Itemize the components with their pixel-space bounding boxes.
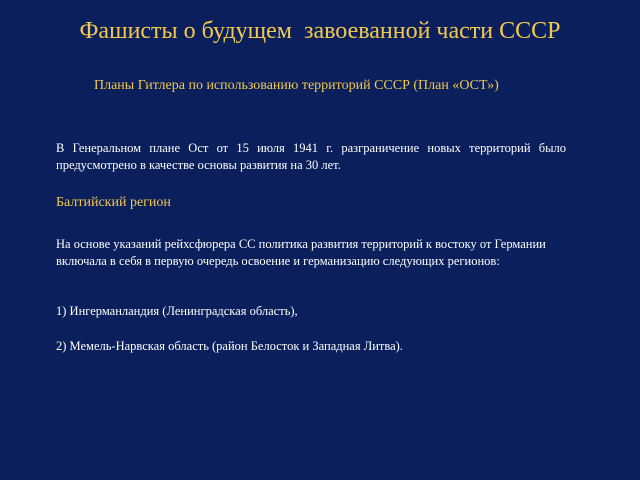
list-item: 2) Мемель-Нарвская область (район Белосток и Западная Литва). bbox=[56, 339, 403, 353]
paragraph-general-plan: В Генеральном плане Ост от 15 июля 1941 г. разграничение новых территорий было предусмотрено в качестве основы развития на 30 лет. bbox=[56, 141, 566, 172]
list-item: 1) Ингерманландия (Ленинградская область), bbox=[56, 304, 298, 318]
slide-title: Фашисты о будущем завоеванной части СССР bbox=[79, 18, 561, 44]
slide-subtitle: Планы Гитлера по использованию территорий СССР (План «ОСТ») bbox=[94, 78, 499, 93]
section-heading-baltic: Балтийский регион bbox=[56, 195, 171, 210]
paragraph-regions-intro: На основе указаний рейхсфюрера СС политика развития территорий к востоку от Германии включала в себя в первую очередь освоение и германизацию следующих регионов: bbox=[56, 237, 546, 268]
